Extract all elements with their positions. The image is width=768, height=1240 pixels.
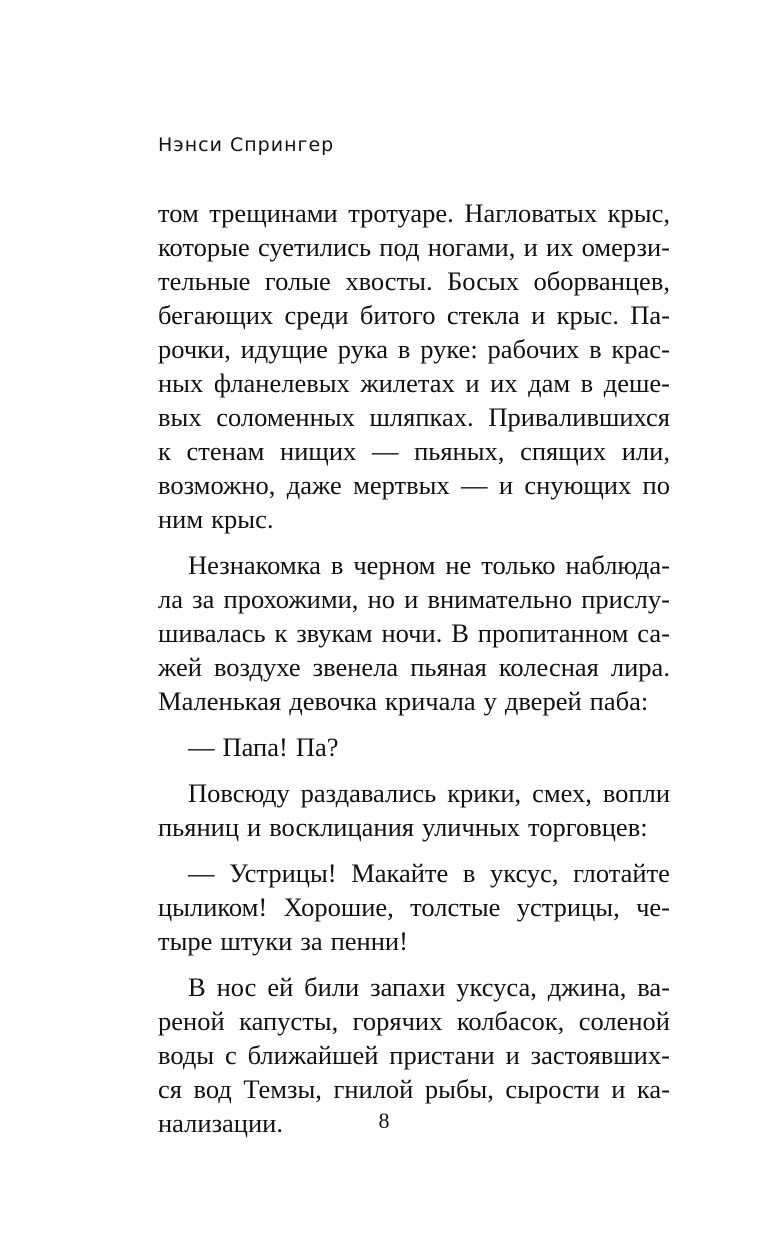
word: колбасок,: [456, 1006, 565, 1036]
word: ночи.: [381, 618, 443, 648]
word: ла: [158, 584, 183, 614]
word: В: [188, 972, 206, 1002]
word: снующих: [524, 470, 632, 500]
word: которые: [158, 232, 250, 262]
word: с: [224, 1040, 237, 1070]
text-line: [158, 298, 670, 332]
word: нос: [216, 972, 257, 1002]
text-line: [158, 776, 670, 810]
word: в: [580, 368, 594, 398]
word: фланелевых: [213, 368, 350, 398]
word: в: [589, 334, 602, 364]
word: сырости: [505, 1074, 600, 1104]
word: девочка: [289, 686, 377, 716]
word: че-: [636, 892, 670, 922]
word: битого: [359, 300, 436, 330]
word: дверей: [504, 686, 582, 716]
word: уксуса,: [456, 972, 537, 1002]
word: прохожими,: [223, 584, 359, 614]
word: и: [247, 812, 262, 842]
word: и: [465, 368, 480, 398]
word: паба:: [589, 686, 649, 716]
word: цыликом!: [158, 892, 268, 922]
word: —: [371, 436, 399, 466]
word: рабочих: [487, 334, 580, 364]
word: Папа!: [222, 732, 288, 762]
word: били: [304, 972, 360, 1002]
word: крики,: [447, 778, 522, 808]
word: Маленькая: [158, 686, 282, 716]
word: их: [545, 232, 574, 262]
text-line: [158, 264, 670, 298]
text-line: [158, 650, 670, 684]
word: ка-: [636, 1074, 670, 1104]
word: тротуаре.: [348, 198, 454, 228]
word: застоявших-: [530, 1040, 670, 1070]
word: са-: [637, 618, 670, 648]
word: рыбы,: [424, 1074, 494, 1104]
word: Нагловатых: [464, 198, 598, 228]
text-line: [158, 582, 670, 616]
word: стенам: [186, 436, 265, 466]
word: под: [379, 232, 420, 262]
word: пьяниц: [158, 812, 240, 842]
word: вых: [158, 402, 202, 432]
word: возможно,: [158, 470, 276, 500]
word: рочки,: [158, 334, 231, 364]
word: рука: [337, 334, 389, 364]
word: звенела: [312, 652, 399, 682]
paragraph-gap: [158, 764, 670, 776]
text-line: [158, 502, 670, 536]
text-line: [158, 366, 670, 400]
text-line: [158, 332, 670, 366]
word: крыс,: [607, 198, 670, 228]
text-line: [158, 1072, 670, 1106]
word: пенни!: [330, 926, 408, 956]
word: оборванцев,: [533, 266, 670, 296]
word: и: [531, 300, 546, 330]
word: раздавались: [300, 778, 437, 808]
word: пьяных,: [414, 436, 505, 466]
word: мертвых: [353, 470, 450, 500]
word: ближайшей: [247, 1040, 379, 1070]
word: Незнакомка: [188, 550, 321, 580]
word: реной: [158, 1006, 225, 1036]
word: кричала: [384, 686, 476, 716]
word: гнилой: [333, 1074, 414, 1104]
word: горячих: [352, 1006, 443, 1036]
word: звукам: [296, 618, 373, 648]
word: лира.: [610, 652, 670, 682]
word: только: [481, 550, 556, 580]
word: —: [188, 732, 215, 762]
word: Босых: [447, 266, 520, 296]
word: вопли: [602, 778, 670, 808]
word: Устрицы!: [229, 858, 337, 888]
word: Па-: [630, 300, 670, 330]
word: вод: [193, 1074, 232, 1104]
word: Повсюду: [188, 778, 290, 808]
word: воздухе: [213, 652, 301, 682]
word: стекла: [446, 300, 520, 330]
text-line: [158, 856, 670, 890]
word: глотайте: [573, 858, 670, 888]
page-number: 8: [378, 1108, 390, 1133]
word: за: [300, 926, 323, 956]
word: к: [274, 618, 288, 648]
paragraph: [158, 776, 670, 844]
word: уксус,: [489, 858, 559, 888]
word: и: [505, 1040, 520, 1070]
paragraph: [158, 856, 670, 958]
word: омерзи-: [581, 232, 670, 262]
word: Макайте: [351, 858, 449, 888]
word: тельные: [158, 266, 251, 296]
word: Хорошие,: [283, 892, 394, 922]
text-line: [158, 684, 670, 718]
word: соломенных: [216, 402, 355, 432]
word: смех,: [532, 778, 592, 808]
word: бегающих: [158, 300, 274, 330]
paragraph-gap: [158, 718, 670, 730]
word: капусты,: [239, 1006, 339, 1036]
word: за: [192, 584, 215, 614]
word: в: [330, 550, 344, 580]
word: ных: [158, 368, 204, 398]
word: —: [188, 858, 215, 888]
word: ногами,: [427, 232, 516, 262]
paragraph-gap: [158, 958, 670, 970]
word: черном: [353, 550, 436, 580]
word: но: [367, 584, 396, 614]
word: уличных: [421, 812, 521, 842]
word: трещинами: [209, 198, 338, 228]
word: крыс.: [556, 300, 619, 330]
word: том: [158, 198, 199, 228]
word: шивалась: [158, 618, 266, 648]
word: дам: [528, 368, 571, 398]
word: ним: [158, 504, 204, 534]
word: идущие: [240, 334, 328, 364]
word: —: [461, 470, 488, 500]
word: Привалившихся: [488, 402, 670, 432]
word: нищих: [280, 436, 357, 466]
text-line: [158, 616, 670, 650]
word: к: [158, 436, 171, 466]
word: Па?: [295, 732, 339, 762]
body-text: [158, 196, 670, 1140]
word: ва-: [637, 972, 670, 1002]
text-line: [158, 434, 670, 468]
word: ей: [267, 972, 294, 1002]
word: у: [483, 686, 497, 716]
word: пристани: [389, 1040, 495, 1070]
word: ся: [158, 1074, 182, 1104]
word: колесная: [498, 652, 599, 682]
text-line: [158, 196, 670, 230]
text-line: [158, 1004, 670, 1038]
word: нализации.: [158, 1108, 283, 1138]
text-line: [158, 810, 670, 844]
text-line: [158, 230, 670, 264]
word: по: [642, 470, 670, 500]
word: руке:: [420, 334, 478, 364]
text-line: [158, 468, 670, 502]
word: шляпках.: [369, 402, 474, 432]
word: и: [404, 584, 419, 614]
word: суетились: [257, 232, 372, 262]
word: жей: [158, 652, 202, 682]
word: Темзы,: [243, 1074, 322, 1104]
word: их: [490, 368, 518, 398]
word: соленой: [578, 1006, 670, 1036]
word: запахи: [370, 972, 446, 1002]
word: или,: [621, 436, 670, 466]
word: В: [451, 618, 469, 648]
word: крыс.: [211, 504, 274, 534]
word: голые: [264, 266, 331, 296]
word: наблюда-: [565, 550, 670, 580]
text-line: [158, 1038, 670, 1072]
paragraph-gap: [158, 536, 670, 548]
word: и: [523, 232, 538, 262]
word: в: [462, 858, 476, 888]
word: деше-: [603, 368, 670, 398]
word: и: [611, 1074, 626, 1104]
text-line: [158, 730, 670, 764]
word: толстые: [410, 892, 501, 922]
word: крас-: [611, 334, 670, 364]
word: даже: [286, 470, 342, 500]
word: среди: [284, 300, 349, 330]
paragraph-gap: [158, 844, 670, 856]
word: джина,: [547, 972, 627, 1002]
text-line: [158, 924, 670, 958]
paragraph: [158, 548, 670, 718]
word: тыре: [158, 926, 213, 956]
word: пьяная: [410, 652, 487, 682]
word: пропитанном: [477, 618, 629, 648]
word: хвосты.: [345, 266, 433, 296]
running-head: Нэнси Спрингер: [158, 134, 335, 156]
word: устрицы,: [516, 892, 620, 922]
word: торговцев:: [528, 812, 648, 842]
text-line: [158, 548, 670, 582]
word: и: [498, 470, 514, 500]
word: спящих: [520, 436, 607, 466]
word: штуки: [220, 926, 293, 956]
word: восклицания: [269, 812, 414, 842]
word: жилетах: [360, 368, 455, 398]
text-line: [158, 400, 670, 434]
word: не: [445, 550, 472, 580]
text-line: [158, 890, 670, 924]
word: в: [397, 334, 411, 364]
text-line: [158, 970, 670, 1004]
word: внимательно: [427, 584, 573, 614]
paragraph: [158, 196, 670, 536]
word: прислу-: [581, 584, 670, 614]
paragraph: [158, 730, 670, 764]
word: воды: [158, 1040, 215, 1070]
